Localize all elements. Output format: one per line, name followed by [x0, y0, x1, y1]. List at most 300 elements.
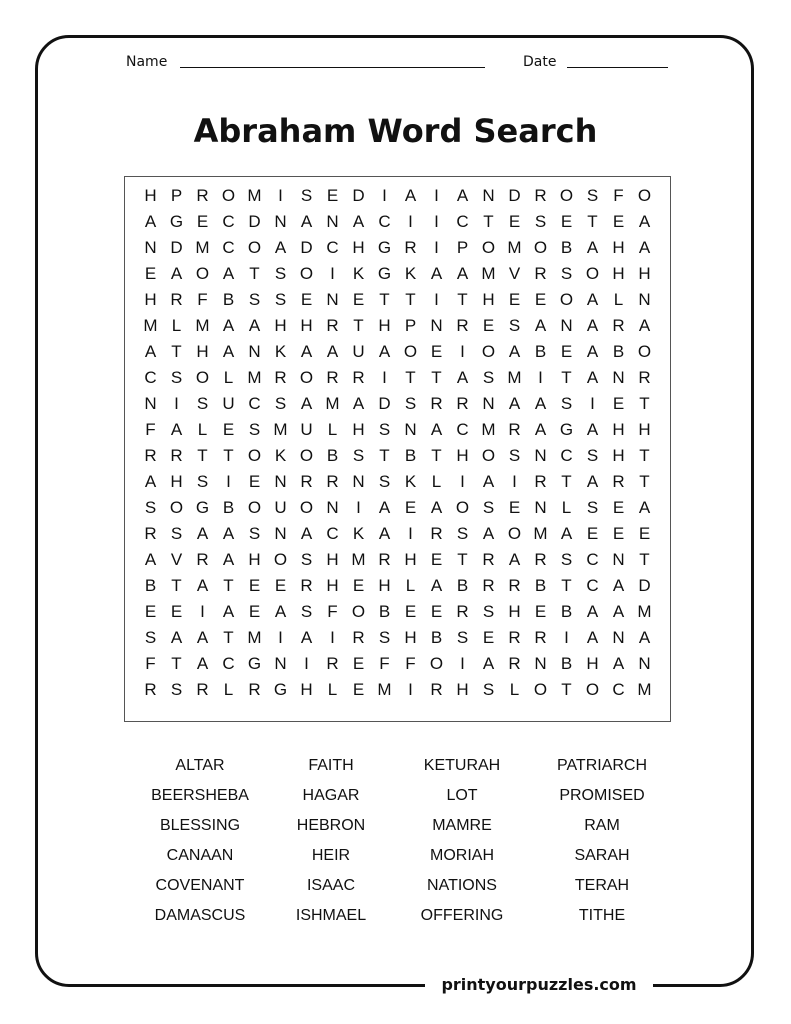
grid-letter[interactable]: K: [404, 264, 417, 283]
grid-letter[interactable]: E: [508, 212, 521, 231]
grid-letter[interactable]: K: [352, 264, 365, 283]
grid-letter[interactable]: E: [482, 316, 495, 335]
grid-letter[interactable]: E: [638, 524, 651, 543]
grid-letter[interactable]: S: [586, 498, 599, 517]
grid-letter[interactable]: B: [326, 446, 339, 465]
grid-letter[interactable]: L: [431, 472, 442, 491]
grid-letter[interactable]: L: [223, 680, 234, 699]
grid-letter[interactable]: N: [612, 550, 625, 569]
grid-letter[interactable]: S: [378, 628, 391, 647]
grid-letter[interactable]: N: [534, 654, 547, 673]
grid-letter[interactable]: O: [247, 238, 262, 257]
grid-letter[interactable]: H: [300, 316, 313, 335]
grid-letter[interactable]: S: [508, 446, 521, 465]
grid-letter[interactable]: R: [196, 186, 209, 205]
grid-letter[interactable]: I: [330, 628, 335, 647]
grid-letter[interactable]: R: [352, 628, 365, 647]
grid-letter[interactable]: A: [482, 524, 495, 543]
grid-letter[interactable]: F: [613, 186, 624, 205]
grid-letter[interactable]: B: [404, 446, 417, 465]
grid-letter[interactable]: M: [325, 394, 340, 413]
grid-letter[interactable]: O: [481, 342, 496, 361]
grid-letter[interactable]: S: [274, 264, 287, 283]
grid-letter[interactable]: I: [512, 472, 517, 491]
grid-letter[interactable]: E: [508, 498, 521, 517]
date-field[interactable]: [567, 67, 668, 68]
grid-letter[interactable]: U: [352, 342, 365, 361]
grid-letter[interactable]: S: [404, 394, 417, 413]
grid-letter[interactable]: M: [481, 420, 496, 439]
grid-letter[interactable]: E: [196, 212, 209, 231]
grid-letter[interactable]: T: [353, 316, 364, 335]
grid-letter[interactable]: S: [482, 368, 495, 387]
grid-letter[interactable]: L: [561, 498, 572, 517]
grid-letter[interactable]: R: [144, 524, 157, 543]
grid-letter[interactable]: E: [248, 602, 261, 621]
grid-letter[interactable]: O: [195, 368, 210, 387]
grid-letter[interactable]: R: [430, 524, 443, 543]
grid-letter[interactable]: M: [143, 316, 158, 335]
grid-letter[interactable]: R: [300, 472, 313, 491]
grid-letter[interactable]: C: [560, 446, 573, 465]
grid-letter[interactable]: S: [170, 680, 183, 699]
grid-letter[interactable]: H: [586, 654, 599, 673]
grid-letter[interactable]: S: [144, 498, 157, 517]
grid-letter[interactable]: T: [587, 212, 598, 231]
grid-letter[interactable]: C: [456, 212, 469, 231]
grid-letter[interactable]: T: [223, 576, 234, 595]
grid-letter[interactable]: A: [456, 264, 469, 283]
grid-letter[interactable]: B: [534, 576, 547, 595]
grid-letter[interactable]: A: [170, 420, 183, 439]
grid-letter[interactable]: I: [434, 290, 439, 309]
grid-letter[interactable]: D: [300, 238, 313, 257]
grid-letter[interactable]: B: [456, 576, 469, 595]
grid-letter[interactable]: M: [481, 264, 496, 283]
grid-letter[interactable]: E: [560, 212, 573, 231]
grid-letter[interactable]: A: [300, 628, 313, 647]
grid-letter[interactable]: L: [197, 420, 208, 439]
grid-letter[interactable]: A: [378, 498, 391, 517]
grid-letter[interactable]: N: [534, 446, 547, 465]
grid-letter[interactable]: A: [378, 524, 391, 543]
grid-letter[interactable]: O: [299, 368, 314, 387]
grid-letter[interactable]: L: [405, 576, 416, 595]
grid-letter[interactable]: R: [456, 316, 469, 335]
grid-letter[interactable]: A: [196, 524, 209, 543]
grid-letter[interactable]: H: [612, 446, 625, 465]
grid-letter[interactable]: I: [460, 654, 465, 673]
grid-letter[interactable]: O: [169, 498, 184, 517]
grid-letter[interactable]: R: [274, 368, 287, 387]
grid-letter[interactable]: E: [508, 290, 521, 309]
grid-letter[interactable]: A: [274, 602, 287, 621]
grid-letter[interactable]: H: [612, 420, 625, 439]
grid-letter[interactable]: G: [273, 680, 288, 699]
grid-letter[interactable]: H: [638, 420, 651, 439]
grid-letter[interactable]: T: [171, 576, 182, 595]
grid-letter[interactable]: N: [534, 498, 547, 517]
grid-letter[interactable]: E: [170, 602, 183, 621]
grid-letter[interactable]: A: [534, 420, 547, 439]
grid-letter[interactable]: E: [612, 498, 625, 517]
grid-letter[interactable]: N: [326, 498, 339, 517]
grid-letter[interactable]: N: [274, 212, 287, 231]
grid-letter[interactable]: E: [404, 498, 417, 517]
grid-letter[interactable]: A: [300, 524, 313, 543]
grid-letter[interactable]: T: [457, 550, 468, 569]
grid-letter[interactable]: S: [456, 628, 469, 647]
grid-letter[interactable]: A: [586, 420, 599, 439]
grid-letter[interactable]: N: [326, 212, 339, 231]
grid-letter[interactable]: E: [404, 602, 417, 621]
grid-letter[interactable]: A: [586, 342, 599, 361]
grid-letter[interactable]: T: [171, 342, 182, 361]
grid-letter[interactable]: I: [382, 186, 387, 205]
grid-letter[interactable]: A: [638, 212, 651, 231]
grid-letter[interactable]: M: [195, 316, 210, 335]
grid-letter[interactable]: I: [330, 264, 335, 283]
grid-letter[interactable]: H: [326, 576, 339, 595]
grid-letter[interactable]: I: [226, 472, 231, 491]
grid-letter[interactable]: A: [612, 602, 625, 621]
grid-letter[interactable]: C: [378, 212, 391, 231]
grid-letter[interactable]: A: [222, 550, 235, 569]
grid-letter[interactable]: L: [223, 368, 234, 387]
grid-letter[interactable]: E: [352, 576, 365, 595]
grid-letter[interactable]: T: [431, 446, 442, 465]
grid-letter[interactable]: N: [274, 524, 287, 543]
grid-letter[interactable]: U: [222, 394, 235, 413]
grid-letter[interactable]: B: [378, 602, 391, 621]
grid-letter[interactable]: G: [377, 238, 392, 257]
grid-letter[interactable]: H: [196, 342, 209, 361]
grid-letter[interactable]: E: [612, 212, 625, 231]
grid-letter[interactable]: C: [222, 654, 235, 673]
grid-letter[interactable]: N: [612, 368, 625, 387]
grid-letter[interactable]: E: [248, 576, 261, 595]
grid-letter[interactable]: N: [274, 472, 287, 491]
grid-letter[interactable]: C: [456, 420, 469, 439]
grid-letter[interactable]: O: [299, 264, 314, 283]
grid-letter[interactable]: H: [300, 680, 313, 699]
grid-letter[interactable]: S: [144, 628, 157, 647]
grid-letter[interactable]: C: [248, 394, 261, 413]
grid-letter[interactable]: R: [482, 550, 495, 569]
grid-letter[interactable]: H: [404, 550, 417, 569]
grid-letter[interactable]: R: [196, 550, 209, 569]
grid-letter[interactable]: R: [170, 446, 183, 465]
grid-letter[interactable]: T: [639, 446, 650, 465]
grid-letter[interactable]: N: [326, 290, 339, 309]
grid-letter[interactable]: T: [457, 290, 468, 309]
grid-letter[interactable]: E: [352, 654, 365, 673]
grid-letter[interactable]: E: [560, 342, 573, 361]
grid-letter[interactable]: H: [274, 316, 287, 335]
grid-letter[interactable]: S: [196, 394, 209, 413]
grid-letter[interactable]: M: [247, 186, 262, 205]
grid-letter[interactable]: R: [508, 576, 521, 595]
grid-letter[interactable]: M: [377, 680, 392, 699]
grid-letter[interactable]: B: [612, 342, 625, 361]
grid-letter[interactable]: O: [195, 264, 210, 283]
grid-letter[interactable]: A: [482, 472, 495, 491]
grid-letter[interactable]: A: [534, 394, 547, 413]
grid-letter[interactable]: N: [638, 654, 651, 673]
grid-letter[interactable]: I: [434, 212, 439, 231]
grid-letter[interactable]: A: [638, 628, 651, 647]
grid-letter[interactable]: S: [482, 602, 495, 621]
grid-letter[interactable]: B: [144, 576, 157, 595]
grid-letter[interactable]: R: [326, 316, 339, 335]
grid-letter[interactable]: N: [248, 342, 261, 361]
grid-letter[interactable]: B: [222, 290, 235, 309]
grid-letter[interactable]: O: [585, 264, 600, 283]
grid-letter[interactable]: A: [508, 394, 521, 413]
grid-letter[interactable]: H: [352, 420, 365, 439]
grid-letter[interactable]: A: [170, 264, 183, 283]
grid-letter[interactable]: S: [586, 446, 599, 465]
grid-letter[interactable]: A: [144, 472, 157, 491]
grid-letter[interactable]: R: [170, 290, 183, 309]
grid-letter[interactable]: R: [378, 550, 391, 569]
grid-letter[interactable]: A: [248, 316, 261, 335]
grid-letter[interactable]: O: [637, 342, 652, 361]
grid-letter[interactable]: U: [300, 420, 313, 439]
grid-letter[interactable]: T: [405, 290, 416, 309]
grid-letter[interactable]: L: [613, 290, 624, 309]
grid-letter[interactable]: O: [585, 680, 600, 699]
grid-letter[interactable]: T: [249, 264, 260, 283]
grid-letter[interactable]: O: [507, 524, 522, 543]
grid-letter[interactable]: N: [144, 238, 157, 257]
grid-letter[interactable]: O: [559, 290, 574, 309]
grid-letter[interactable]: R: [456, 394, 469, 413]
grid-letter[interactable]: H: [456, 446, 469, 465]
grid-letter[interactable]: M: [637, 602, 652, 621]
grid-letter[interactable]: A: [222, 602, 235, 621]
grid-letter[interactable]: L: [171, 316, 182, 335]
grid-letter[interactable]: O: [481, 238, 496, 257]
grid-letter[interactable]: T: [639, 394, 650, 413]
grid-letter[interactable]: I: [382, 368, 387, 387]
grid-letter[interactable]: S: [248, 524, 261, 543]
grid-letter[interactable]: R: [326, 472, 339, 491]
grid-letter[interactable]: R: [404, 238, 417, 257]
grid-letter[interactable]: E: [612, 524, 625, 543]
grid-letter[interactable]: T: [197, 446, 208, 465]
grid-letter[interactable]: E: [352, 680, 365, 699]
grid-letter[interactable]: H: [378, 316, 391, 335]
grid-letter[interactable]: H: [482, 290, 495, 309]
grid-letter[interactable]: D: [170, 238, 183, 257]
grid-letter[interactable]: R: [196, 680, 209, 699]
grid-letter[interactable]: I: [564, 628, 569, 647]
grid-letter[interactable]: H: [508, 602, 521, 621]
grid-letter[interactable]: O: [559, 186, 574, 205]
grid-letter[interactable]: K: [404, 472, 417, 491]
grid-letter[interactable]: I: [434, 186, 439, 205]
grid-letter[interactable]: R: [534, 472, 547, 491]
grid-letter[interactable]: N: [560, 316, 573, 335]
grid-letter[interactable]: A: [586, 368, 599, 387]
grid-letter[interactable]: I: [408, 524, 413, 543]
grid-letter[interactable]: A: [144, 550, 157, 569]
grid-letter[interactable]: A: [638, 316, 651, 335]
grid-letter[interactable]: F: [145, 420, 156, 439]
grid-letter[interactable]: R: [612, 472, 625, 491]
grid-letter[interactable]: S: [300, 550, 313, 569]
grid-letter[interactable]: A: [170, 628, 183, 647]
grid-letter[interactable]: G: [559, 420, 574, 439]
grid-letter[interactable]: R: [638, 368, 651, 387]
grid-letter[interactable]: H: [378, 576, 391, 595]
grid-letter[interactable]: O: [403, 342, 418, 361]
grid-letter[interactable]: C: [222, 212, 235, 231]
grid-letter[interactable]: R: [326, 368, 339, 387]
grid-letter[interactable]: A: [638, 238, 651, 257]
grid-letter[interactable]: O: [533, 680, 548, 699]
grid-letter[interactable]: H: [456, 680, 469, 699]
grid-letter[interactable]: A: [586, 472, 599, 491]
grid-letter[interactable]: A: [586, 628, 599, 647]
grid-letter[interactable]: P: [456, 238, 469, 257]
grid-letter[interactable]: O: [455, 498, 470, 517]
grid-letter[interactable]: G: [195, 498, 210, 517]
grid-letter[interactable]: E: [248, 472, 261, 491]
grid-letter[interactable]: F: [405, 654, 416, 673]
grid-letter[interactable]: A: [326, 342, 339, 361]
grid-letter[interactable]: T: [405, 368, 416, 387]
grid-letter[interactable]: A: [274, 238, 287, 257]
grid-letter[interactable]: A: [508, 550, 521, 569]
grid-letter[interactable]: C: [144, 368, 157, 387]
grid-letter[interactable]: R: [508, 628, 521, 647]
grid-letter[interactable]: M: [195, 238, 210, 257]
grid-letter[interactable]: I: [590, 394, 595, 413]
grid-letter[interactable]: R: [248, 680, 261, 699]
grid-letter[interactable]: S: [508, 316, 521, 335]
grid-letter[interactable]: S: [196, 472, 209, 491]
grid-letter[interactable]: F: [197, 290, 208, 309]
grid-letter[interactable]: A: [378, 342, 391, 361]
grid-letter[interactable]: A: [222, 316, 235, 335]
grid-letter[interactable]: I: [538, 368, 543, 387]
grid-letter[interactable]: A: [222, 264, 235, 283]
grid-letter[interactable]: A: [300, 394, 313, 413]
grid-letter[interactable]: R: [534, 264, 547, 283]
grid-letter[interactable]: I: [304, 654, 309, 673]
grid-letter[interactable]: A: [300, 342, 313, 361]
grid-letter[interactable]: M: [507, 368, 522, 387]
grid-letter[interactable]: L: [509, 680, 520, 699]
grid-letter[interactable]: A: [222, 524, 235, 543]
grid-letter[interactable]: V: [508, 264, 521, 283]
grid-letter[interactable]: A: [430, 498, 443, 517]
grid-letter[interactable]: P: [170, 186, 183, 205]
grid-letter[interactable]: M: [247, 368, 262, 387]
grid-letter[interactable]: R: [508, 420, 521, 439]
grid-letter[interactable]: S: [274, 394, 287, 413]
grid-letter[interactable]: A: [430, 576, 443, 595]
grid-letter[interactable]: T: [379, 446, 390, 465]
grid-letter[interactable]: S: [482, 498, 495, 517]
grid-letter[interactable]: D: [508, 186, 521, 205]
grid-letter[interactable]: T: [379, 290, 390, 309]
grid-letter[interactable]: A: [612, 576, 625, 595]
grid-letter[interactable]: H: [248, 550, 261, 569]
grid-letter[interactable]: H: [612, 264, 625, 283]
grid-letter[interactable]: C: [612, 680, 625, 699]
grid-letter[interactable]: T: [223, 446, 234, 465]
grid-letter[interactable]: G: [247, 654, 262, 673]
grid-letter[interactable]: E: [534, 602, 547, 621]
grid-letter[interactable]: O: [299, 498, 314, 517]
grid-letter[interactable]: I: [200, 602, 205, 621]
grid-letter[interactable]: S: [534, 212, 547, 231]
grid-letter[interactable]: H: [612, 238, 625, 257]
grid-letter[interactable]: S: [248, 290, 261, 309]
grid-letter[interactable]: E: [534, 290, 547, 309]
grid-letter[interactable]: A: [196, 628, 209, 647]
grid-letter[interactable]: U: [274, 498, 287, 517]
grid-letter[interactable]: K: [352, 524, 365, 543]
grid-letter[interactable]: B: [560, 654, 573, 673]
grid-letter[interactable]: E: [430, 602, 443, 621]
grid-letter[interactable]: D: [248, 212, 261, 231]
grid-letter[interactable]: H: [326, 550, 339, 569]
grid-letter[interactable]: T: [561, 680, 572, 699]
grid-letter[interactable]: L: [327, 420, 338, 439]
grid-letter[interactable]: A: [404, 186, 417, 205]
name-field[interactable]: [180, 67, 485, 68]
grid-letter[interactable]: N: [612, 628, 625, 647]
grid-letter[interactable]: S: [170, 524, 183, 543]
grid-letter[interactable]: T: [431, 368, 442, 387]
grid-letter[interactable]: T: [223, 628, 234, 647]
grid-letter[interactable]: O: [299, 446, 314, 465]
grid-letter[interactable]: G: [169, 212, 184, 231]
grid-letter[interactable]: T: [561, 576, 572, 595]
grid-letter[interactable]: D: [638, 576, 651, 595]
grid-letter[interactable]: E: [482, 628, 495, 647]
grid-letter[interactable]: B: [534, 342, 547, 361]
grid-letter[interactable]: I: [434, 238, 439, 257]
grid-letter[interactable]: R: [326, 654, 339, 673]
grid-letter[interactable]: S: [248, 420, 261, 439]
grid-letter[interactable]: R: [534, 550, 547, 569]
grid-letter[interactable]: A: [586, 316, 599, 335]
grid-letter[interactable]: E: [430, 342, 443, 361]
grid-letter[interactable]: I: [278, 628, 283, 647]
grid-letter[interactable]: N: [352, 472, 365, 491]
grid-letter[interactable]: O: [247, 446, 262, 465]
grid-letter[interactable]: I: [460, 342, 465, 361]
grid-letter[interactable]: M: [637, 680, 652, 699]
grid-letter[interactable]: H: [404, 628, 417, 647]
grid-letter[interactable]: E: [612, 394, 625, 413]
grid-letter[interactable]: S: [560, 264, 573, 283]
grid-letter[interactable]: O: [273, 550, 288, 569]
grid-letter[interactable]: O: [247, 498, 262, 517]
grid-letter[interactable]: I: [408, 680, 413, 699]
grid-letter[interactable]: R: [300, 576, 313, 595]
grid-letter[interactable]: S: [300, 186, 313, 205]
grid-letter[interactable]: K: [274, 446, 287, 465]
grid-letter[interactable]: C: [222, 238, 235, 257]
grid-letter[interactable]: D: [378, 394, 391, 413]
grid-letter[interactable]: S: [300, 602, 313, 621]
